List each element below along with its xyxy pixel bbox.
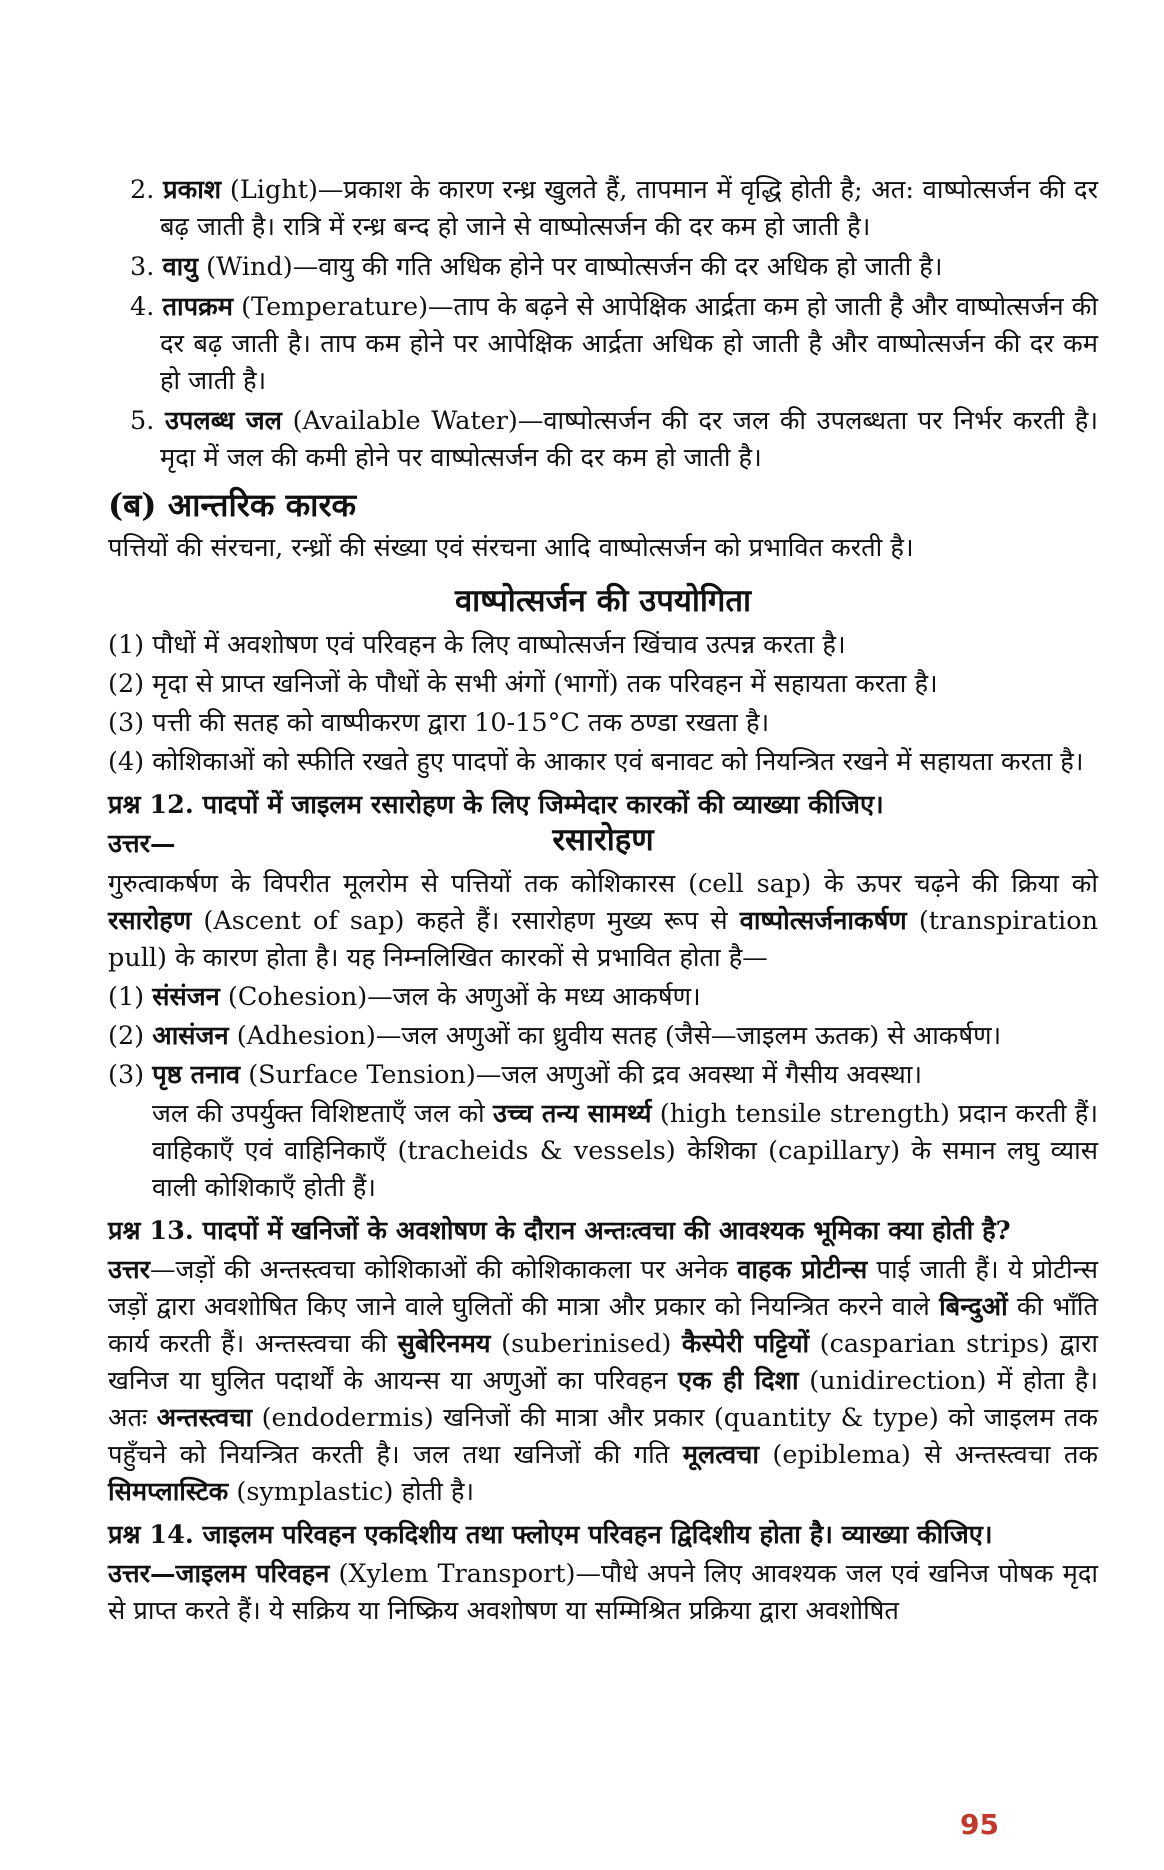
utility-heading: वाष्पोत्सर्जन की उपयोगिता bbox=[454, 583, 752, 619]
factor-surface-tension: (3) पृष्ठ तनाव (Surface Tension)—जल अणुओं की द्रव अवस्था में गैसीय अवस्था। bbox=[108, 1060, 923, 1090]
utility-list bbox=[108, 627, 1098, 781]
utility-item: (1) पौधों में अवशोषण एवं परिवहन के लिए वाष्पोत्सर्जन खिंचाव उत्पन्न करता है। bbox=[108, 630, 846, 660]
factor-cohesion: (1) संसंजन (Cohesion)—जल के अणुओं के मध्य आकर्षण। bbox=[108, 982, 701, 1012]
utility-item: (4) कोशिकाओं को स्फीति रखते हुए पादपों के आकार एवं बनावट को नियन्त्रित रखने में सहायता करता है। bbox=[108, 747, 1084, 777]
list-item-wind: 3. वायु (Wind)—वायु की गति अधिक होने पर वाष्पोत्सर्जन की दर अधिक हो जाती है। bbox=[130, 252, 943, 282]
question-12: प्रश्न 12. पादपों में जाइलम रसारोहण के लिए जिम्मेदार कारकों की व्याख्या कीजिए। bbox=[108, 790, 884, 820]
question-14: प्रश्न 14. जाइलम परिवहन एकदिशीय तथा फ्लोएम परिवहन द्विदिशीय होता है। व्याख्या कीजिए। bbox=[108, 1520, 993, 1550]
page-content bbox=[108, 172, 1098, 1632]
factor-adhesion: (2) आसंजन (Adhesion)—जल अणुओं का ध्रुवीय सतह (जैसे—जाइलम ऊतक) से आकर्षण। bbox=[108, 1021, 1002, 1051]
list-item-available-water: 5. उपलब्ध जल (Available Water)—वाष्पोत्सर्जन की दर जल की उपलब्धता पर निर्भर करती है। मृदा में जल की कमी होने पर वाष्पोत्सर्जन की दर कम हो जाती है। bbox=[130, 406, 1098, 473]
external-factors-list bbox=[108, 172, 1098, 477]
internal-factors-text: पत्तियों की संरचना, रन्ध्रों की संख्या एवं संरचना आदि वाष्पोत्सर्जन को प्रभावित करती है। bbox=[108, 533, 914, 563]
list-item-light: 2. प्रकाश (Light)—प्रकाश के कारण रन्ध्र खुलते हैं, तापमान में वृद्धि होती है; अत: वाष्पोत्सर्जन की दर बढ़ जाती है। रात्रि में रन्ध्र बन्द हो जाने से वाष्पोत्सर्जन की दर कम हो जाती है। bbox=[130, 175, 1099, 242]
question-13: प्रश्न 13. पादपों में खनिजों के अवशोषण के दौरान अन्तःत्वचा की आवश्यक भूमिका क्या होती है? bbox=[108, 1216, 1011, 1246]
ascent-factors-list bbox=[108, 979, 1098, 1094]
utility-item: (2) मृदा से प्राप्त खनिजों के पौधों के सभी अंगों (भागों) तक परिवहन में सहायता करता है। bbox=[108, 669, 938, 699]
answer-label: उत्तर— bbox=[108, 829, 176, 859]
answer-14: उत्तर—जाइलम परिवहन (Xylem Transport)—पौधे अपने लिए आवश्यक जल एवं खनिज पोषक मृदा से प्राप्त करते हैं। ये सक्रिय या निष्क्रिय अवशोषण या सम्मिश्रित प्रक्रिया द्वारा अवशोषित bbox=[108, 1559, 1098, 1626]
list-item-temperature: 4. तापक्रम (Temperature)—ताप के बढ़ने से आपेक्षिक आर्द्रता कम हो जाती है और वाष्पोत्सर्जन की दर बढ़ जाती है। ताप कम होने पर आपेक्षिक आर्द्रता अधिक हो जाती है और वाष्पोत्सर्जन की दर कम हो जाती है। bbox=[130, 292, 1098, 396]
answer-12-header bbox=[108, 822, 1098, 866]
answer-12-closing: जल की उपर्युक्त विशिष्टताएँ जल को उच्च तन्य सामर्थ्य (high tensile strength) प्रदान करती हैं। वाहिकाएँ एवं वाहिनिकाएँ (tracheids & vessels) केशिका (capillary) के समान लघु व्यास वाली कोशिकाएँ होती हैं। bbox=[152, 1099, 1098, 1203]
page-number: 95 bbox=[960, 1808, 999, 1841]
answer-13: उत्तर—जड़ों की अन्तस्त्वचा कोशिकाओं की कोशिकाकला पर अनेक वाहक प्रोटीन्स पाई जाती हैं। ये प्रोटीन्स जड़ों द्वारा अवशोषित किए जाने वाले घुलितों की मात्रा और प्रकार को नियन्त्रित करने वाले बिन्दुओं की भाँति कार्य करती हैं। अन्तस्त्वचा की सुबेरिनमय (suberinised) कैस्पेरी पट्टियों (casparian strips) द्वारा खनिज या घुलित पदार्थों के आयन्स या अणुओं का परिवहन एक ही दिशा (unidirection) में होता है। अतः अन्तस्त्वचा (endodermis) खनिजों की मात्रा और प्रकार (quantity & type) को जाइलम तक पहुँचने को नियन्त्रित करती है। जल तथा खनिजों की गति मूलत्वचा (epiblema) से अन्तस्त्वचा तक सिमप्लास्टिक (symplastic) होती है। bbox=[108, 1255, 1099, 1507]
internal-factors-heading: (ब) आन्तरिक कारक bbox=[108, 486, 357, 524]
answer-title: रसारोहण bbox=[552, 822, 654, 858]
utility-item: (3) पत्ती की सतह को वाष्पीकरण द्वारा 10-15°C तक ठण्डा रखता है। bbox=[108, 708, 770, 738]
answer-12-intro: गुरुत्वाकर्षण के विपरीत मूलरोम से पत्तियों तक कोशिकारस (cell sap) के ऊपर चढ़ने की क्रिया को रसारोहण (Ascent of sap) कहते हैं। रसारोहण मुख्य रूप से वाष्पोत्सर्जनाकर्षण (transpiration pull) के कारण होता है। यह निम्नलिखित कारकों से प्रभावित होता है— bbox=[108, 869, 1098, 973]
